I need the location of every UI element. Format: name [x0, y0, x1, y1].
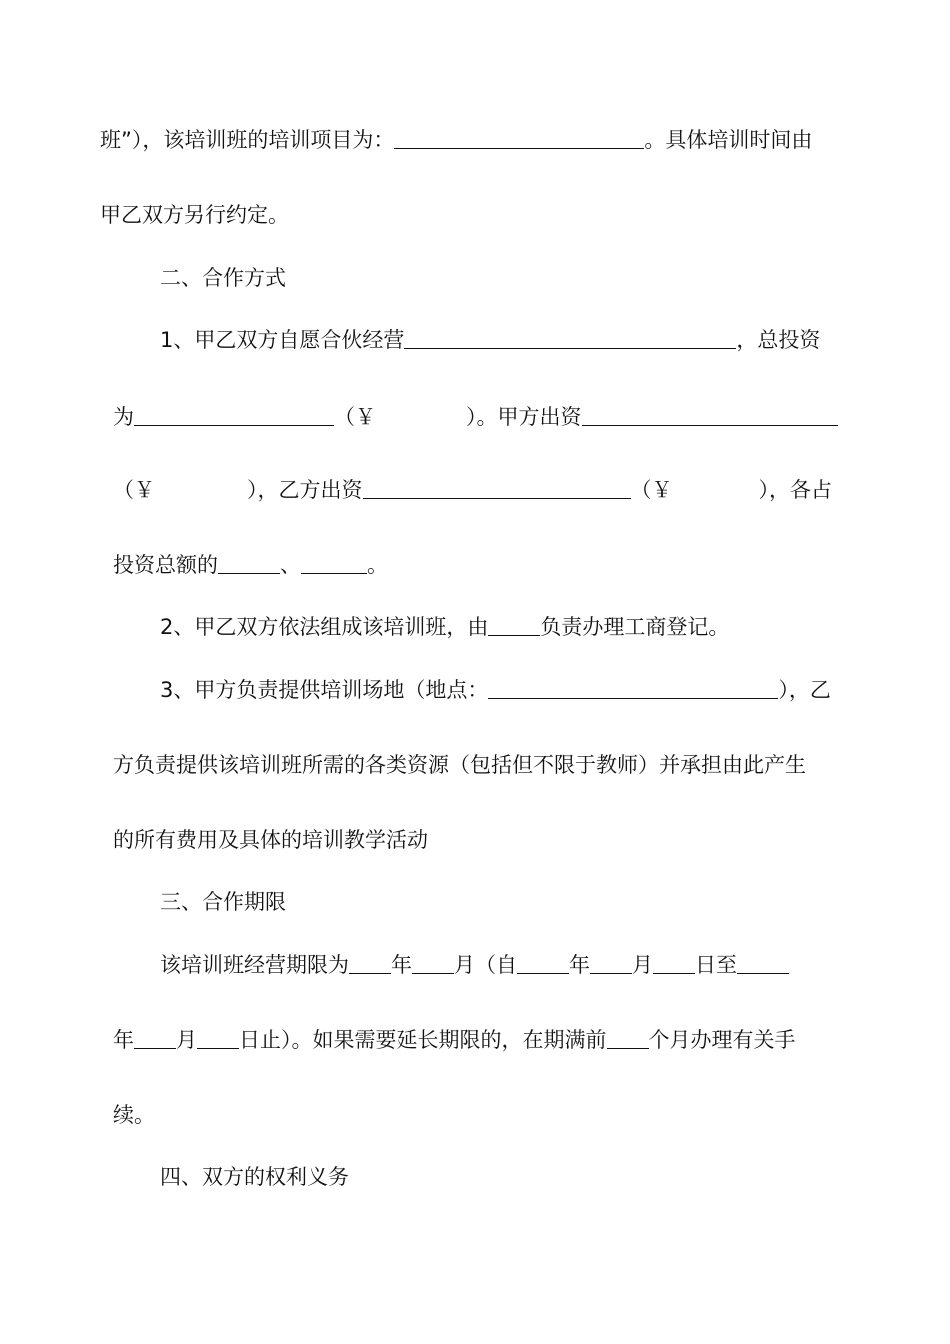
text-fragment: ），各占 [758, 478, 832, 502]
item-1-line-d [113, 551, 388, 579]
section-2-heading: 二、合作方式 [160, 266, 286, 290]
text-fragment: 个月办理有关手 [648, 1028, 796, 1052]
training-project-blank [394, 126, 644, 149]
text-fragment: 负责办理工商登记。 [540, 615, 730, 639]
item-3-line-c: 的所有费用及具体的培训教学活动 [113, 828, 428, 852]
text-fragment: 该培训班经营期限为 [160, 953, 349, 977]
section-3-heading: 三、合作期限 [160, 890, 286, 914]
start-month-blank [590, 951, 632, 974]
text-fragment: （￥ [630, 478, 673, 502]
text-fragment: （￥ [113, 478, 155, 502]
text-fragment: 1、甲乙双方自愿合伙经营 [160, 328, 405, 352]
term-years-blank [349, 951, 391, 974]
end-day-blank [197, 1026, 239, 1049]
text-fragment: 3、甲方负责提供培训场地（地点： [160, 678, 489, 702]
text-fragment: ），乙方出资 [247, 478, 363, 502]
text-fragment: 月 [632, 953, 653, 977]
total-investment-blank [134, 403, 334, 426]
item-1-line-b [113, 403, 838, 431]
end-month-blank [134, 1026, 176, 1049]
text-fragment: 年 [391, 953, 412, 977]
item-3-line-b: 方负责提供该培训班所需的各类资源（包括但不限于教师）并承担由此产生 [113, 753, 806, 777]
text-fragment: ，总投资 [736, 328, 821, 352]
share-a-blank [218, 551, 280, 574]
registrant-blank [488, 613, 540, 636]
text-fragment: 月 [176, 1028, 197, 1052]
term-line-b [113, 1026, 796, 1054]
section-4-heading: 四、双方的权利义务 [160, 1165, 349, 1189]
party-b-investment-blank [363, 476, 631, 499]
end-year-blank [737, 951, 789, 974]
paragraph-1-line-a [100, 126, 812, 154]
venue-address-blank [488, 676, 778, 699]
text-fragment: 月（自 [454, 953, 517, 977]
business-name-blank [404, 326, 736, 349]
text-fragment: 。 [367, 553, 388, 577]
term-line-c: 续。 [113, 1103, 155, 1127]
term-months-blank [412, 951, 454, 974]
share-b-blank [301, 551, 367, 574]
text-fragment: 年 [569, 953, 590, 977]
party-a-investment-blank [582, 403, 838, 426]
text-fragment: 2、甲乙双方依法组成该培训班，由 [160, 615, 489, 639]
text-fragment: 日至 [695, 953, 737, 977]
start-day-blank [653, 951, 695, 974]
text-fragment: （￥ [334, 405, 376, 429]
text-fragment: 、 [280, 553, 301, 577]
notice-months-blank [607, 1026, 649, 1049]
start-year-blank [517, 951, 569, 974]
paragraph-1-line-b: 甲乙双方另行约定。 [100, 203, 289, 227]
text-fragment: 班”），该培训班的培训项目为： [100, 128, 395, 152]
item-1-line-a [160, 326, 820, 354]
term-line-a [160, 951, 789, 979]
item-3-line-a [160, 676, 831, 704]
text-fragment: 年 [113, 1028, 134, 1052]
text-fragment: 。具体培训时间由 [644, 128, 813, 152]
text-fragment: 为 [113, 405, 134, 429]
text-fragment: 投资总额的 [113, 553, 218, 577]
text-fragment: 日止）。如果需要延长期限的，在期满前 [239, 1028, 607, 1052]
text-fragment: ），乙 [778, 678, 831, 702]
item-1-line-c [113, 476, 832, 504]
text-fragment: ）。甲方出资 [466, 405, 582, 429]
item-2-line [160, 613, 729, 641]
